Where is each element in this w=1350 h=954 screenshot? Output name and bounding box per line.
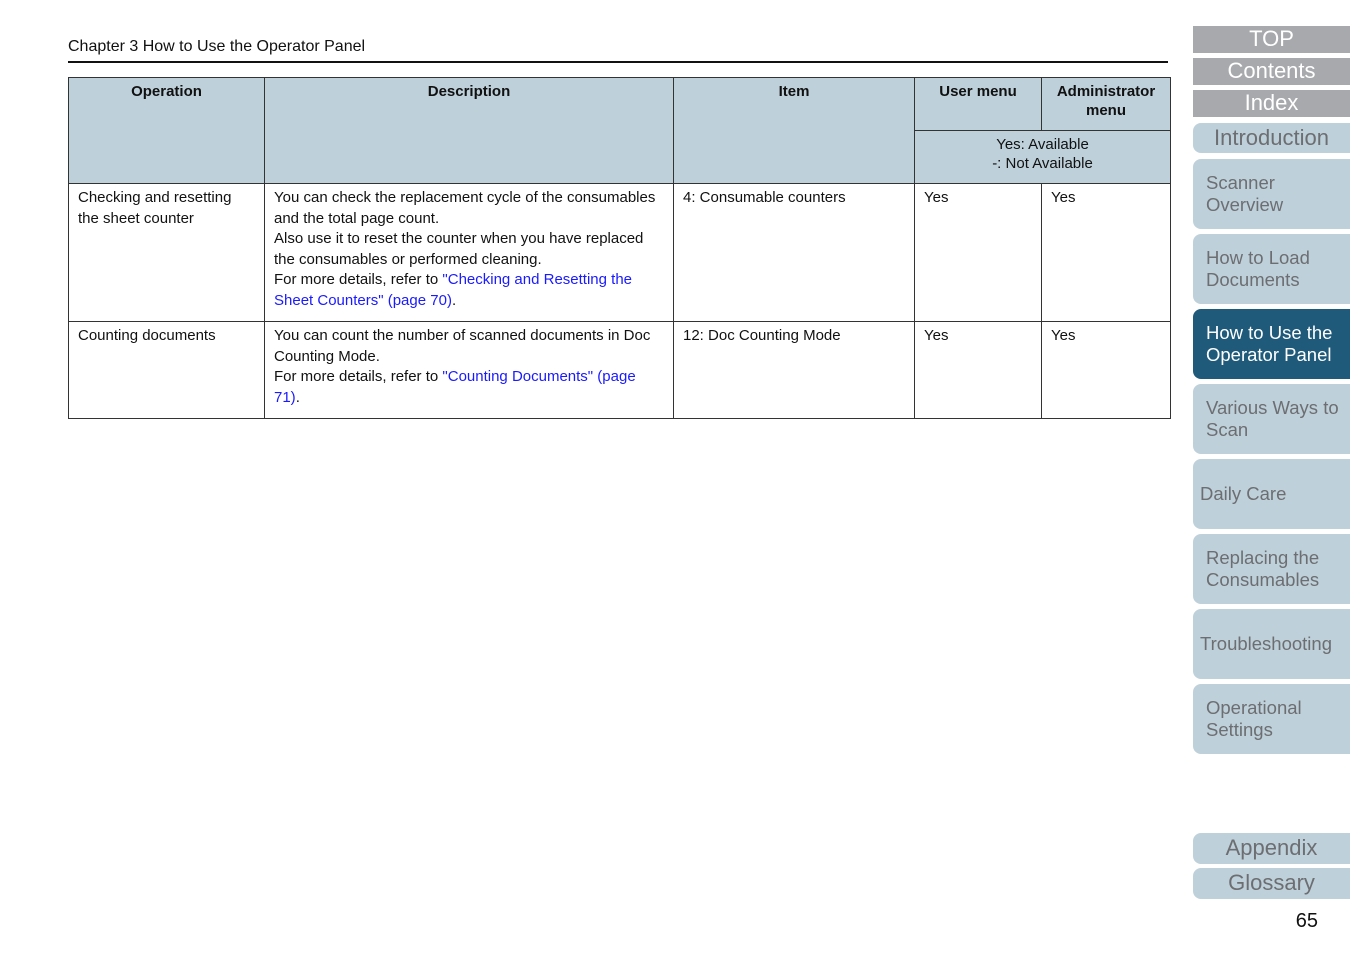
operation-cell: Counting documents	[69, 322, 265, 419]
nav-tab-how-to-load[interactable]	[1193, 234, 1350, 304]
nav-tab-label: Glossary	[1228, 870, 1315, 896]
reference-suffix: .	[451, 291, 457, 309]
user-menu-cell: Yes	[915, 322, 1042, 419]
availability-legend	[915, 131, 1171, 184]
legend-no: -: Not Available	[992, 155, 1093, 172]
col-header-operation: Operation	[69, 78, 265, 184]
operation-cell: Checking and resetting the sheet counter	[69, 184, 265, 322]
table-row	[69, 322, 1171, 419]
nav-tab-replacing[interactable]	[1193, 534, 1350, 604]
col-header-description: Description	[265, 78, 674, 184]
description-text: You can count the number of scanned documents in Doc Counting Mode.	[274, 327, 651, 365]
col-header-item: Item	[674, 78, 915, 184]
operations-table	[68, 77, 1171, 419]
nav-tab-various-ways[interactable]	[1193, 384, 1350, 454]
admin-menu-cell: Yes	[1042, 322, 1171, 419]
nav-tab-label: How to Load Documents	[1206, 246, 1310, 290]
description-text: Also use it to reset the counter when you have replaced the consumables or performed cleaning.	[274, 230, 644, 268]
nav-tab-label: Operational Settings	[1206, 696, 1302, 740]
nav-tab-label: Troubleshooting	[1200, 632, 1332, 654]
description-cell	[265, 184, 674, 322]
nav-tab-label: Introduction	[1214, 124, 1329, 150]
nav-tab-label: How to Use the Operator Panel	[1206, 321, 1333, 365]
reference-prefix: For more details, refer to	[274, 368, 443, 385]
nav-tab-operator-panel[interactable]	[1193, 309, 1350, 379]
reference-suffix: .	[295, 388, 300, 406]
table-row	[69, 184, 1171, 322]
nav-tab-scanner-overview[interactable]	[1193, 159, 1350, 229]
nav-tab-daily-care[interactable]	[1193, 459, 1350, 529]
nav-tab-glossary[interactable]	[1193, 868, 1350, 899]
reference-link[interactable]: "Counting Documents" (page 71)	[274, 368, 636, 406]
nav-tab-label: Daily Care	[1200, 482, 1287, 504]
description-cell	[265, 322, 674, 419]
page-number: 65	[1295, 910, 1318, 932]
header-rule	[68, 61, 1168, 63]
nav-top-button[interactable]: TOP	[1193, 26, 1350, 53]
item-cell: 12: Doc Counting Mode	[674, 322, 915, 419]
nav-tab-label: Appendix	[1225, 835, 1318, 861]
admin-menu-cell: Yes	[1042, 184, 1171, 322]
user-menu-cell: Yes	[915, 184, 1042, 322]
chapter-header: Chapter 3 How to Use the Operator Panel	[68, 38, 366, 55]
reference-prefix: For more details, refer to	[274, 271, 443, 288]
legend-yes: Yes: Available	[996, 136, 1089, 153]
item-cell: 4: Consumable counters	[674, 184, 915, 322]
nav-tab-label: Various Ways to Scan	[1206, 396, 1339, 440]
reference-link[interactable]: "Checking and Resetting the Sheet Counters" (page 70)	[274, 271, 633, 309]
nav-tab-label: Replacing the Consumables	[1206, 546, 1320, 590]
col-header-user-menu: User menu	[915, 78, 1042, 131]
description-text: You can check the replacement cycle of the consumables and the total page count.	[274, 189, 656, 227]
nav-tab-appendix[interactable]	[1193, 833, 1350, 864]
nav-tab-label: Scanner Overview	[1206, 171, 1284, 215]
nav-tab-operational-settings[interactable]	[1193, 684, 1350, 754]
col-header-admin-menu: Administrator menu	[1042, 78, 1171, 131]
nav-tab-troubleshooting[interactable]	[1193, 609, 1350, 679]
nav-tab-introduction[interactable]	[1193, 123, 1350, 153]
nav-index-button[interactable]: Index	[1193, 90, 1350, 117]
nav-contents-button[interactable]: Contents	[1193, 58, 1350, 85]
